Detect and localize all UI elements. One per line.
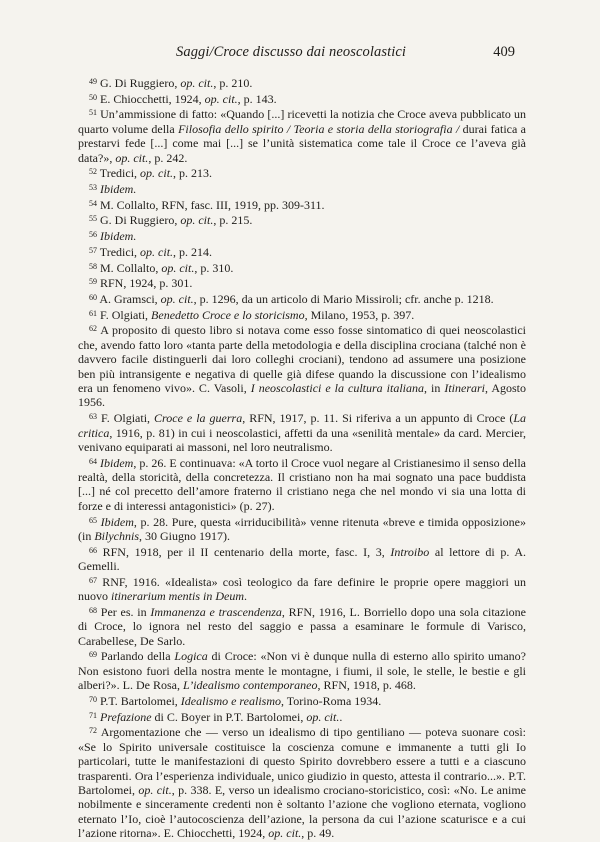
footnote-text: Parlando della Logica di Croce: «Non vi è dunque nulla di esterno allo spirito umano? Non esistono fuori della nostra mente le montagne, i fiumi, il sole, le stelle, le bestie e gli alberi?». L. De Rosa, L’idealismo contemporaneo, RFN, 1918, p. 468. bbox=[78, 649, 527, 693]
footnote-text: Un’ammissione di fatto: «Quando [...] ricevetti la notizia che Croce aveva pubblicato un quarto volume della Filosofia dello spirito / Teoria e storia della storiografia / durai fatica a prestarvi fede [...] come mai [...] se l’unità sistematica come tale il Croce ce l’aveva già data?», op. cit., p. 242. bbox=[78, 107, 527, 165]
footnote-number: 56 bbox=[89, 230, 97, 240]
footnote bbox=[78, 261, 526, 275]
footnote bbox=[78, 166, 526, 180]
footnote-text: M. Collalto, op. cit., p. 310. bbox=[100, 260, 234, 275]
footnote-number: 69 bbox=[89, 650, 97, 660]
footnote-text: Ibidem. bbox=[100, 182, 137, 197]
footnote-text: Per es. in Immanenza e trascendenza, RFN, 1916, L. Borriello dopo una sola citazione di Croce, lo ignora nel resto del saggio e passa a esaminare le formule di Varisco, Carabellese, De Sarlo. bbox=[78, 604, 526, 648]
footnote-text: Ibidem. bbox=[100, 229, 137, 244]
footnote bbox=[78, 605, 526, 648]
footnote bbox=[78, 229, 526, 243]
footnote-number: 61 bbox=[89, 308, 97, 318]
footnote-number: 51 bbox=[89, 108, 97, 118]
footnote-number: 72 bbox=[89, 726, 97, 736]
footnote-number: 53 bbox=[89, 183, 97, 193]
footnote bbox=[78, 276, 526, 290]
footnote bbox=[78, 198, 526, 212]
footnote bbox=[78, 725, 526, 840]
footnote-number: 55 bbox=[89, 214, 97, 224]
footnote bbox=[78, 92, 526, 106]
footnote-number: 70 bbox=[89, 694, 97, 704]
footnote bbox=[78, 107, 526, 165]
footnote-number: 57 bbox=[89, 245, 97, 255]
footnote bbox=[78, 515, 526, 544]
footnote-number: 71 bbox=[89, 710, 97, 720]
footnote bbox=[78, 694, 526, 708]
footnote bbox=[78, 575, 526, 604]
footnote-text: RFN, 1924, p. 301. bbox=[100, 276, 193, 291]
footnote bbox=[78, 213, 526, 227]
footnote-number: 68 bbox=[89, 605, 97, 615]
footnote-text: Ibidem, p. 26. E continuava: «A torto il Croce vuol negare al Cristianesimo il senso della realtà, della storicità, della concretezza. Il cristiano non ha mai sognato una pace buddista [...] né col precetto dell’amore fraterno il cristiano nega che nel mondo vi sia una lotta di forze e di interessi antagonistici» (p. 27). bbox=[78, 455, 527, 513]
running-header bbox=[0, 44, 600, 64]
running-title: Saggi/Croce discusso dai neoscolastici bbox=[176, 44, 407, 60]
footnote-text: RNF, 1916. «Idealista» così teologico da fare definire le proprie opere maggiori un nuovo itinerarium mentis in Deum. bbox=[78, 574, 526, 604]
footnote bbox=[78, 308, 526, 322]
footnote bbox=[78, 545, 526, 574]
footnote-text: G. Di Ruggiero, op. cit., p. 215. bbox=[100, 213, 253, 228]
footnote-number: 49 bbox=[89, 77, 97, 86]
footnote-text: P.T. Bartolomei, Idealismo e realismo, Torino-Roma 1934. bbox=[100, 693, 382, 708]
footnote bbox=[78, 710, 526, 724]
footnote bbox=[78, 245, 526, 259]
footnote-text: M. Collalto, RFN, fasc. III, 1919, pp. 309-311. bbox=[100, 197, 325, 212]
footnote-text: F. Olgiati, Croce e la guerra, RFN, 1917, p. 11. Si riferiva a un appunto di Croce (La critica, 1916, p. 81) in cui i neoscolastici, affetti da una «senilità mentale» da card. Mercier, venivano equiparati ai massoni, nel loro neutralismo. bbox=[78, 411, 526, 454]
footnote-number: 59 bbox=[89, 277, 97, 287]
footnote-number: 62 bbox=[89, 324, 97, 334]
footnote-number: 64 bbox=[89, 456, 97, 466]
footnote bbox=[78, 182, 526, 196]
footnote-text: A. Gramsci, op. cit., p. 1296, da un articolo di Mario Missiroli; cfr. anche p. 1218. bbox=[99, 291, 494, 306]
page-number: 409 bbox=[493, 44, 515, 60]
footnote-number: 67 bbox=[89, 575, 97, 585]
footnote-text: G. Di Ruggiero, op. cit., p. 210. bbox=[100, 76, 253, 90]
footnote-text: E. Chiocchetti, 1924, op. cit., p. 143. bbox=[100, 91, 277, 106]
footnote bbox=[78, 292, 526, 306]
footnote-text: Tredici, op. cit., p. 213. bbox=[99, 166, 213, 181]
footnote-number: 58 bbox=[89, 261, 97, 271]
footnote-text: A proposito di questo libro si notava come esso fosse sintomatico di quei neoscolastici che, avendo fatto loro «tanta parte della metodologia e della disciplina crociana (talché non è davvero facile distinguerli dai loro colleghi crociani), tendono ad assumere una posizione ben più intransigente e negativa di quelle già difese quando la discussione con l’idealismo era un fenomeno vivo». C. Vasoli, I neoscolastici e la cultura italiana, in Itinerari, Agosto 1956. bbox=[78, 323, 527, 410]
footnote-text: RFN, 1918, per il II centenario della morte, fasc. I, 3, Introibo al lettore di p. A. Gemelli. bbox=[78, 544, 526, 574]
footnote-number: 60 bbox=[89, 292, 97, 302]
footnote-text: Prefazione di C. Boyer in P.T. Bartolomei, op. cit.. bbox=[100, 709, 343, 724]
footnote-text: Ibidem, p. 28. Pure, questa «irriducibilità» venne ritenuta «breve e timida opposizione» (in Bilychnis, 30 Giugno 1917). bbox=[78, 514, 526, 543]
footnote-number: 65 bbox=[89, 515, 97, 525]
footnote-text: Tredici, op. cit., p. 214. bbox=[99, 244, 213, 259]
footnotes bbox=[78, 76, 526, 842]
footnote-number: 63 bbox=[89, 412, 97, 422]
footnote-number: 52 bbox=[89, 167, 97, 177]
footnote-text: Argomentazione che — verso un idealismo di tipo gentiliano — poteva suonare così: «Se lo Spirito universale costituisce la coscienza comune e immanente a tutti gli Io particolari, tutte le manifestazioni di questo Spirito dovrebbero essere a tutti e a ciascuno trasparenti. Ora l’esperienza individuale, unico giudizio in questo, attesta il contrario...». P.T. Bartolomei, op. cit., p. 338. E, verso un idealismo crociano-storicistico, così: «No. Le anime nobilmente e sinceramente credenti non è soltanto l’azione che vogliono eternata, vogliono eternato l’Io, cioè l’autocoscienza dell’azione, la persona da cui l’azione scaturisce e a cui l’azione ritorna». E. Chiocchetti, 1924, op. cit., p. 49. bbox=[78, 725, 527, 841]
footnote bbox=[78, 456, 526, 514]
footnote bbox=[78, 76, 526, 90]
footnote bbox=[78, 323, 526, 409]
footnote-number: 66 bbox=[89, 545, 97, 555]
footnote-text: F. Olgiati, Benedetto Croce e lo storicismo, Milano, 1953, p. 397. bbox=[100, 307, 415, 322]
footnote bbox=[78, 411, 526, 454]
footnote bbox=[78, 649, 526, 692]
footnote-number: 54 bbox=[89, 198, 97, 208]
footnote-number: 50 bbox=[89, 92, 97, 102]
